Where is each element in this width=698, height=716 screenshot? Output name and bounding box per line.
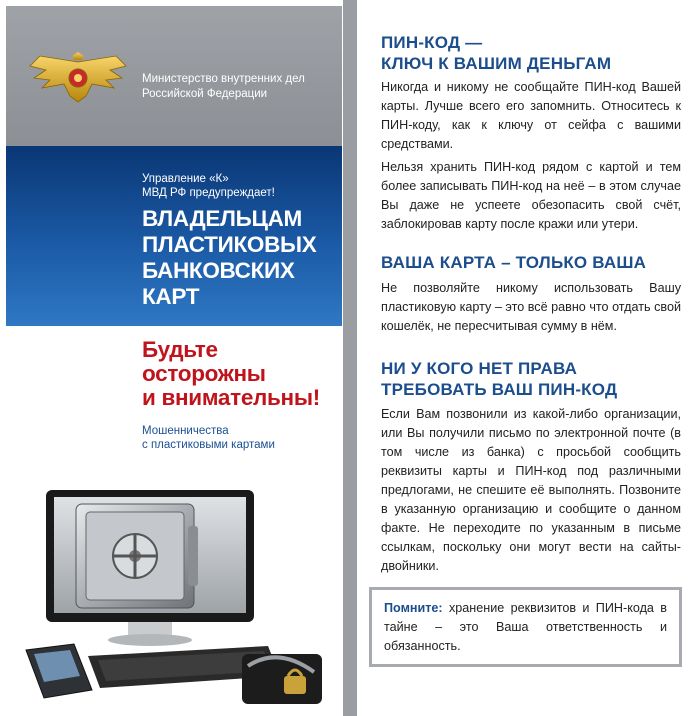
warning-text: Управление «К» МВД РФ предупреждает!	[142, 173, 275, 199]
brochure-cover	[6, 6, 342, 716]
section-heading-card: ВАША КАРТА – ТОЛЬКО ВАША	[381, 253, 647, 272]
reminder-text	[384, 599, 667, 656]
computer-safe-illustration	[18, 486, 338, 716]
caution-line-2: осторожны	[142, 361, 266, 386]
fold-divider	[343, 0, 357, 716]
title-line-1: ВЛАДЕЛЬЦАМ	[142, 206, 302, 231]
title-line-4: КАРТ	[142, 284, 200, 309]
caution-line-3: и внимательны!	[142, 385, 320, 410]
caution-line-1: Будьте	[142, 337, 218, 362]
section-heading-rights: НИ У КОГО НЕТ ПРАВА ТРЕБОВАТЬ ВАШ ПИН-КОД	[381, 359, 618, 399]
paragraph-pin-1: Никогда и никому не сообщайте ПИН-код Вашей карты. Лучше всего его запомнить. Относитесь к ПИН-коду, как к ключу от сейфа с вашими средствами.	[381, 80, 681, 151]
reminder-body: хранение реквизитов и ПИН-кода в тайне – это Ваша ответственность и обязанность.	[384, 601, 667, 653]
header-band	[6, 6, 342, 146]
paragraph-rights: Если Вам позвонили из какой-либо организации, или Вы получили письмо по электронной почте (в том числе из банка) с просьбой сообщить реквизиты карты и ПИН-код под различными предлогами, не спешите её выполнять. Позвоните в указанную организацию и сообщите о данном факте. Не переходите по указанным в письме ссылкам, поскольку они могут вести на сайты-двойники.	[381, 407, 681, 573]
info-panel	[357, 0, 698, 716]
double-headed-eagle-emblem	[28, 52, 128, 106]
paragraph-card: Не позволяйте никому использовать Вашу пластиковую карту – это всё равно что отдать свой кошелёк, не пересчитывая сумму в нём.	[381, 281, 681, 333]
paragraph-pin-2: Нельзя хранить ПИН-код рядом с картой и тем более записывать ПИН-код на неё – в этом случае Вы даже не успеете обезопасить свой счёт, заблокировав карту после кражи или утери.	[381, 160, 681, 231]
reminder-label: Помните:	[384, 601, 443, 615]
ministry-name: Министерство внутренних дел Российской Федерации	[142, 73, 305, 100]
title-line-3: БАНКОВСКИХ	[142, 258, 295, 283]
title-line-2: ПЛАСТИКОВЫХ	[142, 232, 317, 257]
title-band	[6, 146, 342, 326]
brochure-subtitle: Мошенничества с пластиковыми картами	[142, 425, 275, 451]
section-heading-pin: ПИН-КОД — КЛЮЧ К ВАШИМ ДЕНЬГАМ	[381, 33, 612, 73]
reminder-box	[369, 587, 682, 667]
